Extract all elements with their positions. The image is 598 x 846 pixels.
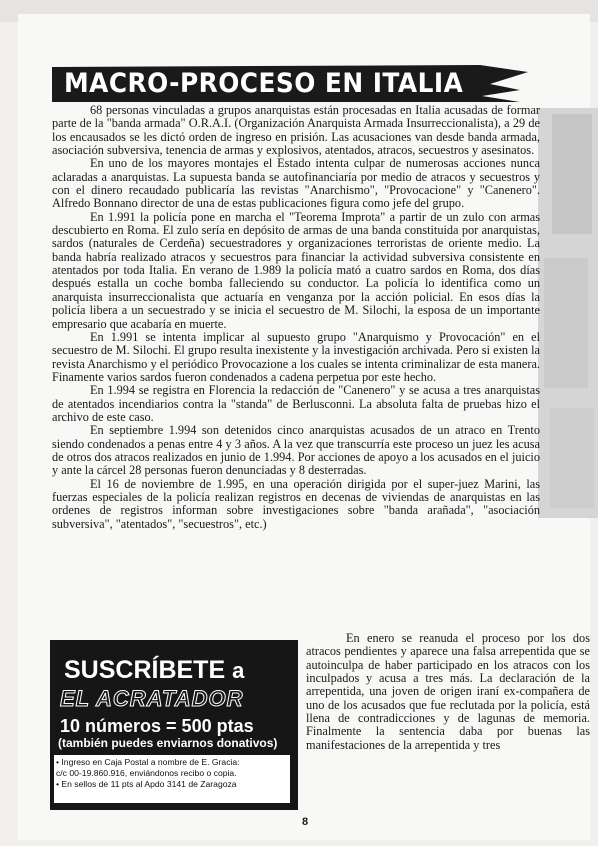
side-decoration: [538, 108, 598, 518]
ad-line: • Ingreso en Caja Postal a nombre de E. Gracia:: [56, 757, 240, 767]
paragraph: El 16 de noviembre de 1.995, en una operación dirigida por el super-juez Marini, las fuerzas especiales de la policía realizan registros en decenas de viviendas de anarquistas en las ordenes de registros informan sobre investigaciones sobre "banda arañada", "asociación subversiva", "atentados", "secuestros", etc.): [52, 476, 540, 531]
ad-offer: 10 números = 500 ptas: [60, 716, 254, 736]
article-body: [52, 104, 540, 531]
paragraph: En 1.991 se intenta implicar al supuesto grupo "Anarquismo y Provocación" en el secuestro de M. Silochi. El grupo resulta inexistente y la investigación archivada. Pero si existen la revista Anarchismo y el periódico Provocazione a los cuales se intenta criminalizar de esta manera. Finamente varios sardos fueron condenados a cadena perpetua por este hecho.: [52, 329, 540, 384]
paragraph: En enero se reanuda el proceso por los dos atracos pendientes y aparece una falsa arrepentida que se autoinculpa de haber participado en los atracos con los inculpados y acusa a tres más. La declaración de la arrepentida, una joven de origen iraní ex-compañera de uno de los acusados que fue reclutada por la policía, está llena de contradicciones y de lagunas de memoria. Finalmente la sentencia daba por buenas las manifestaciones de la arrepentida y tres: [306, 631, 590, 752]
ad-title-word: SUSCRÍBETE: [64, 656, 226, 684]
subscription-ad: [50, 640, 298, 810]
paragraph: 68 personas vinculadas a grupos anarquistas están procesadas en Italia acusadas de formar parte de la "banda armada" O.R.A.I. (Organización Anarquista Armada Insurreccionalista), a 29 de los encausados se les dictó orden de ingreso en prisión. Las acusaciones van desde banda armada, asociación subversiva, tenencia de armas y explosivos, atentados, atracos, secuestros y asesinatos.: [52, 103, 540, 158]
paragraph: En 1.991 la policía pone en marcha el "Teorema Improta" a partir de un zulo con armas descubierto en Roma. El zulo sería en depósito de armas de una banda constituida por anarquistas, sardos (naturales de Cerdeña) secuestradores y organizaciones terroristas de oriente medio. La banda habría realizado atracos y secuestros para financiar la actividad subversiva consistente en atentados por toda Italia. En verano de 1.989 la policía mató a cuatro sardos en Roma, dos días después estalla un coche bomba falleciendo su conductor. La policía lo identifica como un anarquista insurreccionalista que actuaría en venganza por la acción policial. En esos días la policía libera a un secuestrado y se inicia el secuestro de M. Silochi, la esposa de un importante empresario que acabaría en muerte.: [52, 209, 540, 331]
article-title-banner: [50, 64, 530, 104]
ad-title: [64, 656, 244, 685]
paragraph: En 1.994 se registra en Florencia la redacción de "Canenero" y se acusa a tres anarquistas de atentados incendiarios contra la "standa" de Berlusconni. La absoluta falta de pruebas hizo el archivo de este caso.: [52, 383, 540, 424]
paragraph: En septiembre 1.994 son detenidos cinco anarquistas acusados de un atraco en Trento siendo condenados a penas entre 4 y 3 años. A la vez que transcurría este proceso un juez les acusa de otros dos atracos realizados en junio de 1.994. Por acciones de apoyo a los acusados en el juicio y ante la cárcel 28 personas fueron denunciadas y 8 desterradas.: [52, 423, 540, 478]
paragraph: En uno de los mayores montajes el Estado intenta culpar de numerosas acciones nunca aclaradas a anarquistas. La supuesta banda se autofinanciaría por medio de atracos y secuestros y con el dinero recaudado publicaría las revistas "Anarchismo", "Provocacione" y "Canenero". Alfredo Bonnano director de una de estas publicaciones figura como jefe del grupo.: [52, 156, 540, 211]
article-continuation: [306, 632, 590, 752]
ad-line: • En sellos de 11 pts al Apdo 3141 de Zaragoza: [56, 779, 237, 789]
ad-note: (también puedes enviarnos donativos): [58, 736, 278, 750]
ad-line: c/c 00-19.860.916, enviándonos recibo o copia.: [56, 768, 237, 778]
ad-title-a: a: [232, 658, 245, 683]
ad-magazine-name: EL ACRATADOR: [60, 686, 244, 711]
page-number: 8: [302, 816, 309, 828]
ad-payment-info: [54, 755, 290, 803]
article-title: MACRO-PROCESO EN ITALIA: [64, 68, 464, 99]
